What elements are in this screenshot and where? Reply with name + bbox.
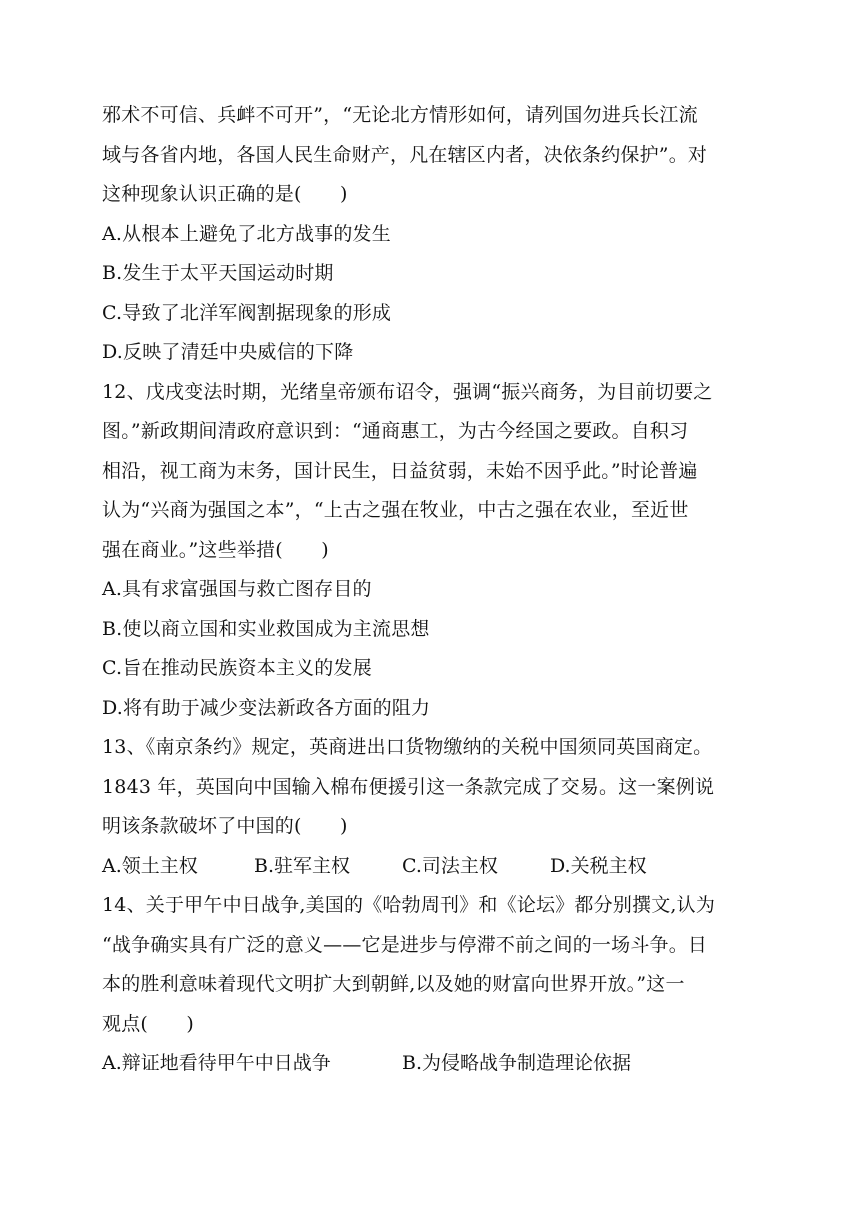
question-11 bbox=[102, 96, 762, 373]
question-stem-line: “战争确实具有广泛的意义——它是进步与停滞不前之间的一场斗争。日 bbox=[102, 933, 708, 956]
option-b: B.驻军主权 bbox=[254, 854, 351, 877]
question-stem-line: 这种现象认识正确的是( ) bbox=[102, 183, 348, 205]
question-stem-line: 1843 年，英国向中国输入棉布便援引这一条款完成了交易。这一案例说 bbox=[102, 775, 715, 798]
option-d: D.将有助于减少变法新政各方面的阻力 bbox=[102, 696, 431, 719]
question-stem-line: 强在商业。”这些举措( ) bbox=[102, 538, 329, 561]
question-stem-line: 本的胜利意味着现代文明扩大到朝鲜,以及她的财富向世界开放。”这一 bbox=[102, 973, 685, 995]
question-stem-line: 13、《南京条约》规定，英商进出口货物缴纳的关税中国须同英国商定。 bbox=[102, 736, 713, 758]
options-row bbox=[102, 847, 762, 887]
question-stem-line: 相沿，视工商为末务，国计民生，日益贫弱，未始不因乎此。”时论普遍 bbox=[102, 459, 698, 482]
option-b: B.为侵略战争制造理论依据 bbox=[402, 1052, 632, 1074]
question-14 bbox=[102, 886, 762, 1084]
option-a: A.辩证地看待甲午中日战争 bbox=[102, 1052, 331, 1074]
option-a: A.具有求富强国与救亡图存目的 bbox=[102, 578, 372, 600]
question-stem-line: 认为“兴商为强国之本”，“上古之强在牧业，中古之强在农业，至近世 bbox=[102, 499, 689, 521]
question-stem-line: 域与各省内地，各国人民生命财产，凡在辖区内者，决依条约保护”。对 bbox=[102, 143, 708, 166]
question-stem-line: 图。”新政期间清政府意识到：“通商惠工，为古今经国之要政。自积习 bbox=[102, 420, 689, 442]
question-stem-line: 观点( ) bbox=[102, 1012, 195, 1035]
question-stem-line: 邪术不可信、兵衅不可开”，“无论北方情形如何，请列国勿进兵长江流 bbox=[102, 104, 698, 126]
option-c: C.旨在推动民族资本主义的发展 bbox=[102, 657, 372, 679]
exam-page bbox=[102, 96, 762, 1084]
option-a: A.从根本上避免了北方战事的发生 bbox=[102, 222, 391, 245]
option-d: D.反映了清廷中央威信的下降 bbox=[102, 341, 354, 363]
option-d: D.关税主权 bbox=[550, 854, 647, 877]
question-stem-line: 12、戊戌变法时期，光绪皇帝颁布诏令，强调“振兴商务，为目前切要之 bbox=[102, 380, 713, 403]
option-c: C.司法主权 bbox=[402, 854, 498, 877]
question-12 bbox=[102, 373, 762, 729]
option-b: B.使以商立国和实业救国成为主流思想 bbox=[102, 617, 430, 640]
option-c: C.导致了北洋军阀割据现象的形成 bbox=[102, 301, 392, 324]
question-13 bbox=[102, 728, 762, 886]
question-stem-line: 14、关于甲午中日战争,美国的《哈勃周刊》和《论坛》都分别撰文,认为 bbox=[102, 894, 716, 916]
option-a: A.领土主权 bbox=[102, 854, 198, 877]
question-stem-line: 明该条款破坏了中国的( ) bbox=[102, 815, 348, 837]
option-b: B.发生于太平天国运动时期 bbox=[102, 262, 334, 284]
options-row bbox=[102, 1044, 762, 1084]
